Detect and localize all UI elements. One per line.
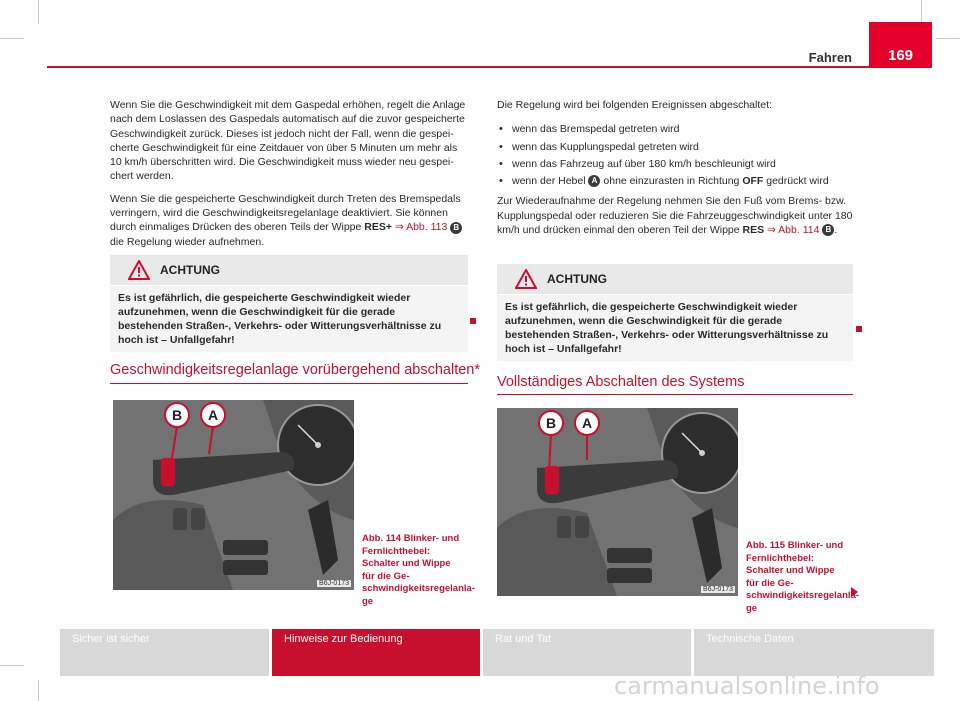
watermark: carmanualsonline.info	[614, 672, 880, 700]
figure-caption-left: Abb. 114 Blinker- und Fernlichthebel: Schalter und Wippe für die Geschwindigkeitsregelanlage	[362, 533, 475, 607]
abort-conditions-list	[497, 122, 853, 188]
right-intro: Die Regelung wird bei folgenden Ereignissen abgeschaltet:	[497, 99, 772, 111]
section-end-mark	[470, 318, 476, 324]
section-rule	[110, 383, 468, 384]
figure-115	[497, 408, 738, 596]
callout-b: B	[545, 415, 557, 431]
footer-tab-operation[interactable]: Hinweise zur Bedienung	[272, 629, 480, 676]
section-rule	[497, 394, 853, 395]
header-rule	[47, 66, 932, 68]
list-text: wenn der Hebel	[512, 175, 589, 188]
warning-triangle-icon	[128, 260, 150, 280]
section-end-mark	[856, 326, 862, 332]
footer-tab-safety[interactable]: Sicher ist sicher	[60, 629, 269, 676]
crop-mark	[0, 665, 24, 666]
page-number: 169	[887, 47, 914, 64]
callout-a: A	[581, 415, 593, 431]
label-b-circle: B	[822, 224, 834, 236]
warning-header	[110, 255, 468, 285]
label-a-circle: A	[588, 175, 600, 187]
list-item	[497, 174, 853, 188]
figure-114	[113, 400, 354, 590]
key-off: OFF	[742, 175, 764, 188]
label-b-circle: B	[450, 222, 462, 234]
left-column	[110, 98, 468, 257]
figure-caption-right: Abb. 115 Blinker- und Fernlichthebel: Schalter und Wippe für die Geschwindigkeitsregelanlage	[746, 540, 859, 614]
warning-triangle-icon	[515, 269, 537, 289]
list-text: gedrückt wird	[763, 175, 829, 188]
list-text: ohne einzurasten in Richtung	[600, 175, 743, 188]
key-res-plus: RES+	[364, 221, 393, 234]
crop-mark	[38, 0, 39, 24]
section-title-right: Vollständiges Abschalten des Systems	[497, 374, 745, 390]
para-text: die Regelung wieder aufnehmen.	[110, 235, 265, 248]
page-section-title: Fahren	[808, 50, 852, 65]
section-title-left: Geschwindigkeitsregelanlage vorübergehend abschalten*	[110, 362, 480, 378]
crop-mark	[921, 0, 922, 24]
warning-header	[497, 264, 853, 294]
para-text: Wenn Sie die gespeicherte Geschwindigkeit durch Treten des Bremspedals verringern, wird die Geschwindigkeitsregelanlage deaktiviert. Sie können durch einmaliges Drücken des oberen Teils der Wippe	[110, 192, 461, 234]
warning-title: ACHTUNG	[160, 263, 220, 277]
warning-box-right	[497, 264, 853, 355]
figure-code: B6J-0173	[319, 580, 349, 587]
crop-mark	[936, 38, 960, 39]
para-text: Zur Wiederaufnahme der Regelung nehmen Sie den Fuß vom Brems- bzw. Kupplungspedal oder reduzieren Sie die Fahrzeuggeschwindigkeit unter 180 km/h und drücken einmal den oberen Teil der Wippe	[497, 195, 853, 237]
right-column	[497, 98, 853, 245]
crop-mark	[38, 680, 39, 701]
callout-a: A	[207, 407, 219, 423]
warning-box-left	[110, 255, 468, 346]
warning-text: Es ist gefährlich, die gespeicherte Geschwindigkeit wieder aufzunehmen, wenn die Geschwindigkeit für die gerade bestehenden Straßen-, Verkehrs- oder Witterungsverhältnisse zu hoch ist – Unfallgefahr!	[110, 285, 468, 352]
key-res: RES	[742, 224, 765, 237]
left-para-2	[110, 192, 468, 249]
list-item: • wenn das Bremspedal getreten wird	[497, 122, 853, 136]
callout-b: B	[171, 407, 183, 423]
list-item: • wenn das Kupplungspedal getreten wird	[497, 140, 853, 154]
warning-text: Es ist gefährlich, die gespeicherte Geschwindigkeit wieder aufzunehmen, wenn die Geschwindigkeit für die gerade bestehenden Straßen-, Verkehrs- oder Witterungsverhältnisse zu hoch ist – Unfallgefahr!	[497, 294, 853, 361]
figure-code: B6J-0173	[703, 586, 733, 593]
page-number-box	[869, 22, 932, 68]
left-para-1: Wenn Sie die Geschwindigkeit mit dem Gaspedal erhöhen, regelt die Anlage nach dem Loslassen des Gaspedals automatisch auf die zuvor gespeicherte Geschwindigkeit zurück. Dieses ist jedoch nicht der Fall, wenn die gespeicherte Geschwindigkeit für eine Zeitdauer von über 5 Minuten um mehr als 10 km/h überschritten wird. Die Geschwindigkeit muss wieder neu gespeichert werden.	[110, 99, 466, 183]
footer-tab-technical-data[interactable]: Technische Daten	[694, 629, 934, 676]
figure-reference-link[interactable]: ⇒ Abb. 114	[767, 224, 820, 237]
footer-tab-tips[interactable]: Rat und Tat	[483, 629, 691, 676]
warning-title: ACHTUNG	[547, 272, 607, 286]
continue-arrow-icon	[851, 587, 858, 597]
right-para: Zur Wiederaufnahme der Regelung nehmen Sie den Fuß vom Brems- bzw. Kupplungspedal oder reduzieren Sie die Fahrzeuggeschwindigkeit unter 180 km/h und drücken einmal den oberen Teil der Wippe RES ⇒ Abb. 114 B .	[497, 195, 853, 237]
crop-mark	[0, 38, 24, 39]
figure-reference-link[interactable]: ⇒ Abb. 113	[394, 221, 448, 234]
list-item: • wenn das Fahrzeug auf über 180 km/h beschleunigt wird	[497, 157, 853, 171]
